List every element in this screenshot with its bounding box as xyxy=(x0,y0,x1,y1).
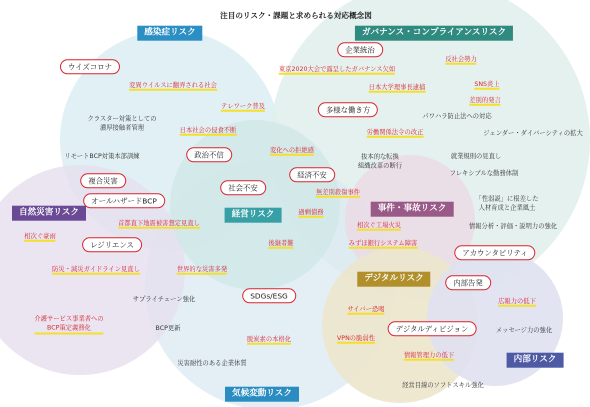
item-antisocial: 反社会勢力 xyxy=(445,55,477,63)
climate-risk-label: 気候変動リスク xyxy=(225,387,299,402)
pill-resilience: レジリエンス xyxy=(82,237,142,252)
diagram-title: 注目のリスク・課題と求められる対応概念図 xyxy=(220,11,372,21)
item-hr-review: 「性弱説」に根差した 人材育成と企業風土 xyxy=(475,195,539,211)
item-fire: 相次ぐ工場火災 xyxy=(356,221,402,229)
pill-digital-devision: デジタルディビジョン xyxy=(388,321,477,336)
pill-accountability: アカウンタビリティ xyxy=(454,245,535,260)
item-flexible: フレキシブルな勤務体制 xyxy=(449,169,519,177)
item-promo-decline: 広報力の低下 xyxy=(498,297,536,305)
item-message: メッセージ力の強化 xyxy=(495,326,553,334)
item-cyber: サイバー恐喝 xyxy=(347,305,385,313)
management-risk-label: 経営リスク xyxy=(225,208,282,223)
governance-risk-label: ガバナンス・コンプライアンスリスク xyxy=(355,26,513,41)
natural-disaster-label: 自然災害リスク xyxy=(12,206,86,221)
item-reform: 抜本的な転換 組織改革の断行 xyxy=(357,153,403,169)
pill-all-hazard-bcp: オールハザードBCP xyxy=(83,193,165,208)
internal-risk-label: 内部リスク xyxy=(507,353,564,368)
item-mizuho: みずほ銀行システム障害 xyxy=(348,239,418,247)
item-labor-law: 労働関係法令の改正 xyxy=(366,128,424,136)
pill-economic-anxiety: 経済不安 xyxy=(289,167,335,182)
pill-sdgs-esg: SDGs/ESG xyxy=(242,288,296,303)
item-soft-skill: 経営目線のソフトスキル強化 xyxy=(402,381,484,389)
item-widening: 後継者難 xyxy=(268,239,294,247)
pill-corporate-governance: 企業統治 xyxy=(337,42,383,57)
item-power-harassment: パワハラ防止法への対応 xyxy=(422,112,492,120)
item-resist-change: 変化への拒絶感 xyxy=(269,146,315,154)
management-risk-circle xyxy=(170,120,340,290)
pill-social-anxiety: 社会不安 xyxy=(220,180,266,195)
item-mutant-virus: 変異ウイルスに翻弄される社会 xyxy=(129,81,217,89)
item-floods: 相次ぐ豪雨 xyxy=(24,232,56,240)
pill-compound-disaster: 複合災害 xyxy=(80,173,126,188)
item-supply-chain: サプライチェーン強化 xyxy=(132,295,196,303)
infection-risk-label: 感染症リスク xyxy=(137,26,202,41)
digital-risk-label: デジタルリスク xyxy=(357,272,430,287)
item-remote-bcp: リモートBCP対策本部訓練 xyxy=(64,152,140,160)
item-resilient-body: 災害耐性のある企業体質 xyxy=(177,359,247,367)
item-employment-review: 就業規則の見直し xyxy=(450,152,502,160)
item-info-mgmt: 情報管理力の低下 xyxy=(403,351,455,359)
pill-diverse-work: 多様な働き方 xyxy=(318,102,378,117)
pill-political-distrust: 政治不信 xyxy=(186,147,232,162)
item-overwork: 過剰債務 xyxy=(298,208,324,216)
item-tokyo2020: 東京2020大会で露呈したガバナンス欠如 xyxy=(278,65,396,73)
item-bcp-update: BCP更新 xyxy=(155,324,181,332)
pill-wise-corona: ウイズコロナ xyxy=(60,59,120,74)
item-nursing-bcp: 介護サービス事業者への BCP策定義務化 xyxy=(34,316,103,335)
item-random-murder: 無差別殺傷事件 xyxy=(315,188,361,196)
item-info-analysis: 情報分析・評価・説明力の強化 xyxy=(468,222,558,230)
accident-risk-label: 事件・事故リスク xyxy=(371,202,454,217)
item-division: 日本社会の侵食不断 xyxy=(179,126,237,134)
item-cluster: クラスター対策としての 濃厚接触者管理 xyxy=(87,115,157,131)
item-gender: ジェンダー・ダイバーシティの拡大 xyxy=(483,129,583,137)
item-earthquake: 首都直下地震被害想定見直し xyxy=(118,219,200,227)
item-telework: テレワーク普及 xyxy=(221,102,265,110)
item-flood-guide: 防災・減災ガイドライン見直し xyxy=(52,265,140,273)
item-sns: SNS炎上 xyxy=(474,80,500,88)
item-semiconductor: 世界的な災害多発 xyxy=(176,265,228,273)
item-vpn: VPNの脆弱性 xyxy=(336,334,376,342)
item-nichidai: 日本大学理事長逮捕 xyxy=(368,83,426,91)
item-decarbon: 脱炭素の本格化 xyxy=(246,335,292,343)
item-discriminatory: 差別的発言 xyxy=(469,96,501,104)
pill-whistleblowing: 内部告発 xyxy=(445,275,491,290)
